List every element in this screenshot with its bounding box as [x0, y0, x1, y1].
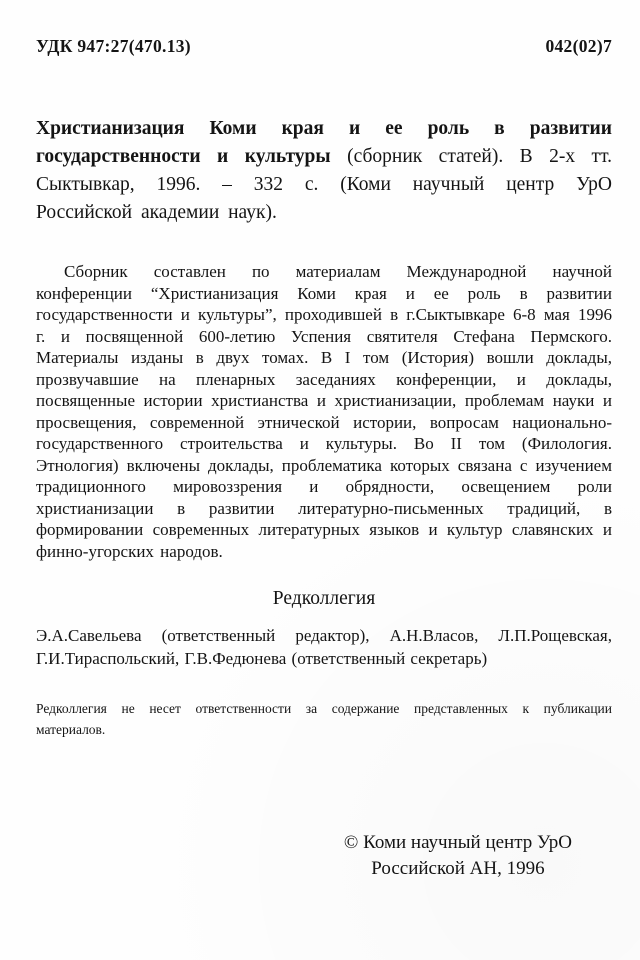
copyright-line-1: © Коми научный центр УрО — [343, 832, 572, 853]
bibliographic-citation — [36, 115, 612, 227]
editorial-board-members: Э.А.Савельева (ответственный редактор), А.Н.Власов, Л.П.Рощевская, Г.И.Тираспольский, Г.В.Федюнева (ответственный секретарь) — [36, 626, 612, 668]
copyright-line-2: Российской АН, 1996 — [371, 858, 545, 879]
copyright-notice — [344, 830, 572, 882]
classification-code: 042(02)7 — [545, 36, 612, 56]
book-title: Христианизация Коми края и ее роль в развитии государственности и культуры — [36, 118, 612, 167]
citation-details: (сборник статей). В 2-х тт. Сыктывкар, 1996. – 332 с. (Коми научный центр УрО Российской академии наук). — [36, 146, 613, 223]
editorial-board-heading: Редколлегия — [272, 588, 376, 609]
classification-header — [36, 36, 612, 57]
udk-number: УДК 947:27(470.13) — [36, 36, 191, 56]
disclaimer-note: Редколлегия не несет ответственности за содержание представленных к публикации материалов. — [36, 701, 612, 737]
abstract-paragraph: Сборник составлен по материалам Международной научной конференции “Христианизация Коми края и ее роль в развитии государственности и культуры”, проходившей в г.Сыктывкаре 6-8 мая 1996 г. и посвященной 600-летию Успения святителя Стефана Пермского. Материалы изданы в двух томах. В I том (История) вошли доклады, прозвучавшие на пленарных заседаниях конференции, и доклады, посвященные истории христианства и христианизации, проблемам науки и просвещения, современной этнической истории, вопросам национально-государственного строительства и культуры. Во II том (Филология. Этнология) включены доклады, проблематика которых связана с изучением традиционного мировоззрения и обрядности, освещением роли христианизации в развитии литературно-письменных традиций, в формировании современных литературных языков и культур славянских и финно-угорских народов. — [36, 262, 612, 561]
